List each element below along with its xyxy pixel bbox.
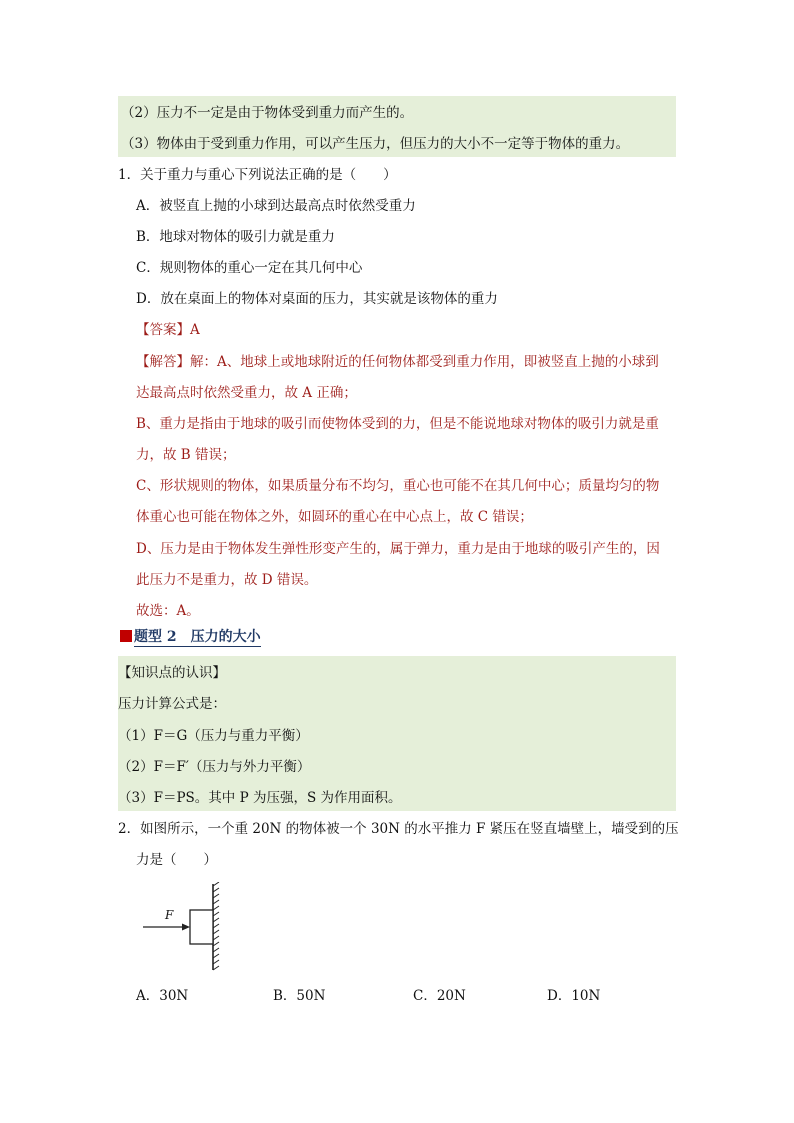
question-1-option-a: A．被竖直上抛的小球到达最高点时依然受重力 <box>136 198 416 214</box>
wall-force-figure <box>140 882 230 972</box>
answer-line <box>136 321 200 339</box>
analysis-line-6: 体重心也可能在物体之外，如圆环的重心在中心点上，故 C 错误； <box>136 509 533 525</box>
question-1-stem: 1．关于重力与重心下列说法正确的是（ ） <box>118 167 397 183</box>
analysis-text-1: 解：A、地球上或地球附近的任何物体都受到重力作用，即被竖直上抛的小球到 <box>190 354 659 370</box>
section-title: 题型 2 压力的大小 <box>134 629 261 645</box>
red-square-icon <box>120 630 132 642</box>
formula-2: （2）F＝F′（压力与外力平衡） <box>118 759 311 775</box>
knowledge-line-2: （2）压力不一定是由于物体受到重力而产生的。 <box>121 105 414 121</box>
knowledge-line-3: （3）物体由于受到重力作用，可以产生压力，但压力的大小不一定等于物体的重力。 <box>121 136 630 152</box>
analysis-line-1 <box>136 353 659 371</box>
question-1-option-b: B．地球对物体的吸引力就是重力 <box>136 229 335 245</box>
question-2-option-b: B．50N <box>273 988 326 1004</box>
analysis-line-7: D、压力是由于物体发生弹性形变产生的，属于弹力，重力是由于地球的吸引产生的，因 <box>136 541 660 557</box>
block <box>190 910 213 944</box>
question-2-option-d: D．10N <box>547 988 601 1004</box>
section-heading <box>120 627 261 647</box>
analysis-line-5: C、形状规则的物体，如果质量分布不均匀，重心也可能不在其几何中心；质量均匀的物 <box>136 478 660 494</box>
knowledge-title: 【知识点的认识】 <box>118 665 226 681</box>
answer-label: 【答案】 <box>136 322 190 338</box>
question-1-option-d: D．放在桌面上的物体对桌面的压力，其实就是该物体的重力 <box>136 291 498 307</box>
question-2-option-a: A．30N <box>136 988 189 1004</box>
force-arrow-head <box>182 924 190 931</box>
conclusion-line: 故选：A。 <box>136 603 200 619</box>
force-label: F <box>165 908 174 922</box>
formula-1: （1）F＝G（压力与重力平衡） <box>118 728 309 744</box>
analysis-line-2: 达最高点时依然受重力，故 A 正确； <box>136 385 357 401</box>
analysis-line-8: 此压力不是重力，故 D 错误。 <box>136 572 318 588</box>
formula-3: （3）F＝PS。其中 P 为压强，S 为作用面积。 <box>118 790 402 806</box>
wall-hatching <box>213 882 219 970</box>
answer-value: A <box>190 322 200 338</box>
question-2-stem-1: 2．如图所示，一个重 20N 的物体被一个 30N 的水平推力 F 紧压在竖直墙壁上，墙受到的压 <box>118 821 679 837</box>
analysis-line-4: 力，故 B 错误； <box>136 447 236 463</box>
question-2-option-c: C．20N <box>413 988 466 1004</box>
question-1-option-c: C．规则物体的重心一定在其几何中心 <box>136 260 363 276</box>
analysis-line-3: B、重力是指由于地球的吸引而使物体受到的力，但是不能说地球对物体的吸引力就是重 <box>136 416 659 432</box>
question-2-stem-2: 力是（ ） <box>136 852 217 868</box>
analysis-label: 【解答】 <box>136 354 190 370</box>
knowledge-intro: 压力计算公式是： <box>118 696 226 712</box>
